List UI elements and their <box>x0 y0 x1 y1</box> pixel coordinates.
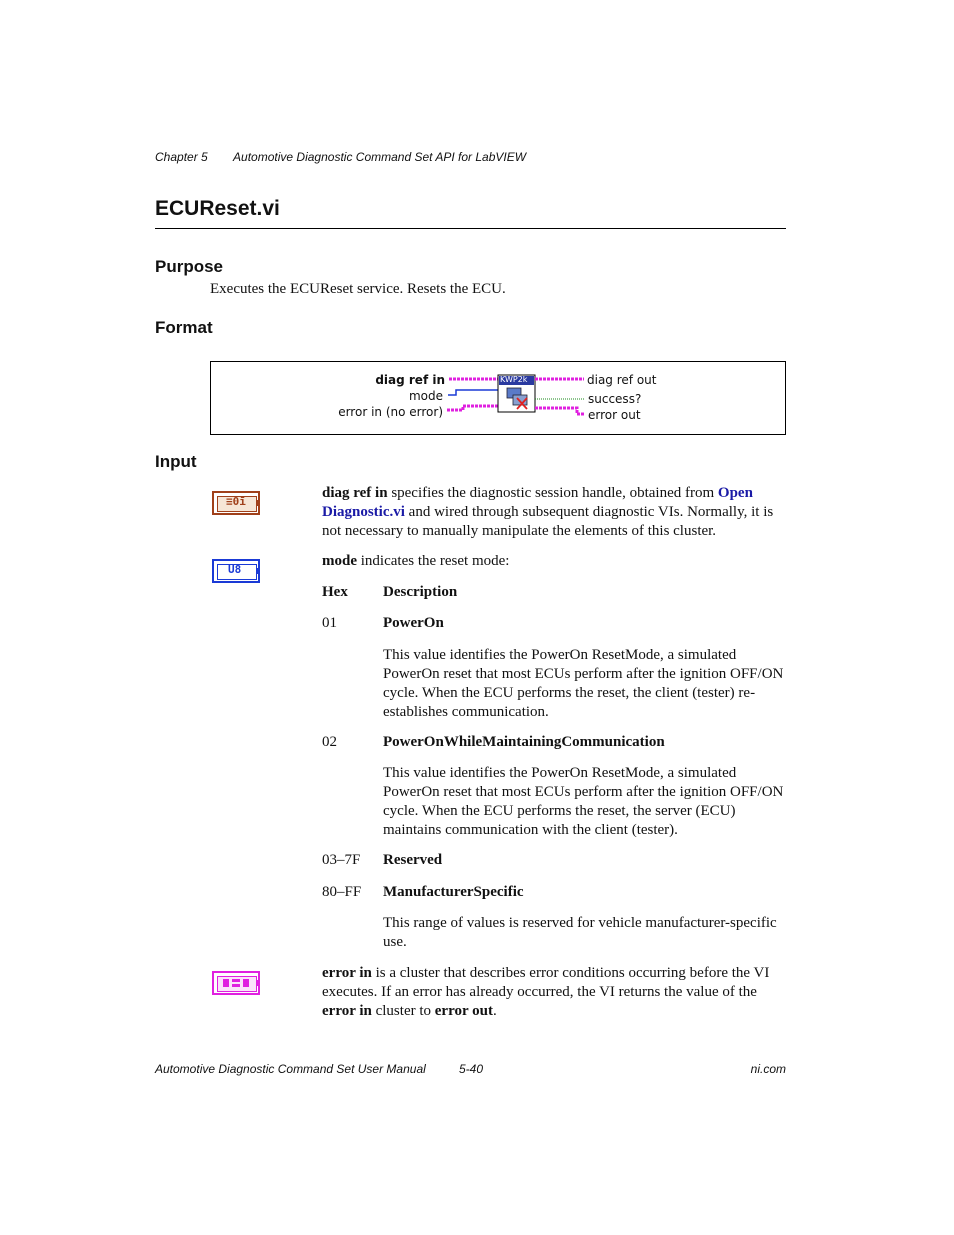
wire-mode <box>448 390 498 395</box>
label-success: success? <box>588 392 642 406</box>
row-name: PowerOn <box>383 615 444 631</box>
chapter-label: Chapter 5 <box>155 150 208 164</box>
label-diag-ref-out: diag ref out <box>587 373 657 387</box>
chapter-title: Automotive Diagnostic Command Set API for LabVIEW <box>233 150 527 164</box>
page-title: ECUReset.vi <box>155 197 280 220</box>
error-in-term: error in <box>322 965 372 981</box>
row-desc: This value identifies the PowerOn ResetMode, a simulated PowerOn reset that most ECUs perform after the ignition OFF/ON cycle. When the ECU performs the reset, the server (ECU) maintains communication with the client (tester). <box>383 765 784 838</box>
refnum-icon <box>212 491 260 515</box>
footer-site: ni.com <box>750 1062 786 1076</box>
input-heading: Input <box>155 452 197 471</box>
row-name: Reserved <box>383 852 443 868</box>
error-cluster-icon <box>212 971 260 995</box>
wire-error-in <box>447 406 498 410</box>
table-header-description: Description <box>383 584 458 600</box>
wire-error-out <box>535 408 584 414</box>
row-hex: 01 <box>322 615 337 631</box>
row-desc: This value identifies the PowerOn ResetMode, a simulated PowerOn reset that most ECUs perform after the ignition OFF/ON cycle. When the ECU performs the reset, the client (tester) re-establishes communication. <box>383 647 784 720</box>
connector-pane-diagram <box>210 361 786 435</box>
row-name: PowerOnWhileMaintainingCommunication <box>383 734 665 750</box>
label-error-in: error in (no error) <box>338 405 443 419</box>
vi-icon-text: KWP2k <box>500 375 528 384</box>
purpose-heading: Purpose <box>155 257 224 276</box>
running-header <box>155 150 526 164</box>
label-mode: mode <box>408 389 443 403</box>
diag-ref-in-term: diag ref in <box>322 485 388 501</box>
refnum-icon-text: ≡0ī <box>226 495 246 508</box>
diag-ref-in-description: diag ref in specifies the diagnostic session handle, obtained from Open Diagnostic.vi and wired through subsequent diagnostic VIs. Normally, it is not necessary to manually manipulate the elements of this cluster. <box>322 485 774 539</box>
mode-term: mode <box>322 553 357 569</box>
purpose-text: Executes the ECUReset service. Resets the ECU. <box>210 281 506 297</box>
row-hex: 80–FF <box>322 884 362 900</box>
table-header-hex: Hex <box>322 584 348 600</box>
open-diagnostic-link[interactable]: Open Diagnostic.vi <box>322 485 753 520</box>
row-desc: This range of values is reserved for vehicle manufacturer-specific use. <box>383 915 777 950</box>
error-in-description: error in is a cluster that describes error conditions occurring before the VI executes. If an error has already occurred, the VI returns the value of the error in cluster to error out. <box>322 965 770 1019</box>
row-name: ManufacturerSpecific <box>383 884 524 900</box>
mode-description: mode indicates the reset mode: <box>322 553 510 569</box>
u8-icon <box>212 559 260 583</box>
label-diag-ref-in: diag ref in <box>375 373 445 387</box>
format-heading: Format <box>155 318 213 337</box>
row-hex: 03–7F <box>322 852 361 868</box>
row-hex: 02 <box>322 734 337 750</box>
label-error-out: error out <box>588 408 641 422</box>
u8-icon-text: U8 <box>228 563 242 576</box>
footer-page-number: 5-40 <box>459 1062 484 1076</box>
title-rule <box>155 228 786 229</box>
vi-wiring <box>211 362 785 434</box>
footer-manual-title: Automotive Diagnostic Command Set User Manual <box>155 1062 426 1076</box>
